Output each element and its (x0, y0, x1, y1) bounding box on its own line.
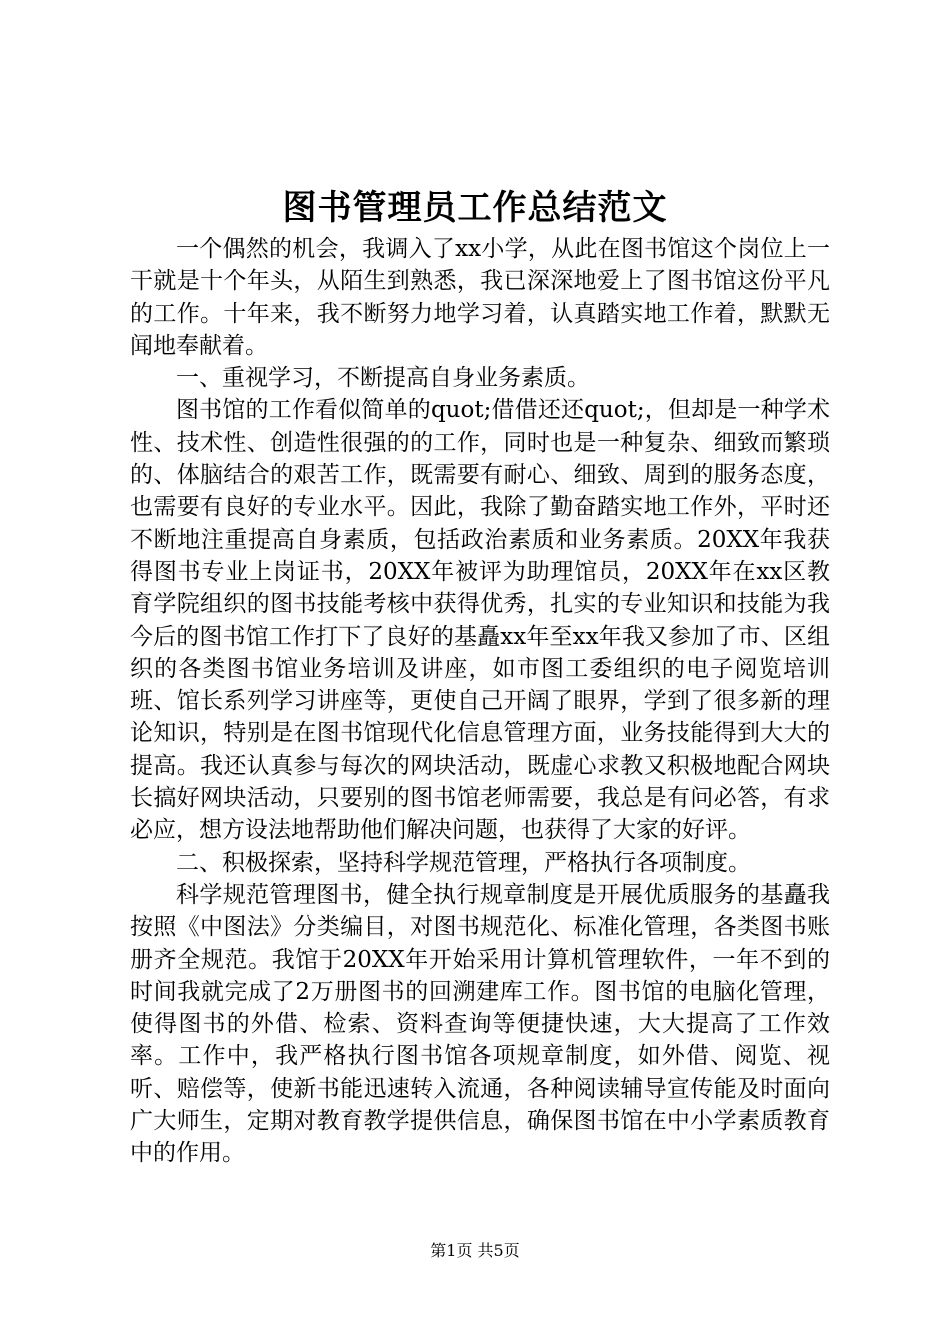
section-heading-1: 一、重视学习，不断提高自身业务素质。 (176, 365, 590, 392)
paragraph-intro: 一个偶然的机会，我调入了xx小学，从此在图书馆这个岗位上一干就是十个年头，从陌生到熟悉，我已深深地爱上了图书馆这份平凡的工作。十年来，我不断努力地学习着，认真踏实地工作着，默默无闻地奉献着。 (130, 236, 830, 359)
page-number-footer: 第1页 共5页 (430, 1241, 520, 1260)
document-body (130, 233, 830, 1170)
document-title: 图书管理员工作总结范文 (282, 188, 668, 228)
paragraph-study: 图书馆的工作看似简单的quot;借借还还quot;，但却是一种学术性、技术性、创造性很强的的工作，同时也是一种复杂、细致而繁琐的、体脑结合的艰苦工作，既需要有耐心、细致、周到的服务态度，也需要有良好的专业水平。因此，我除了勤奋踏实地工作外，平时还不断地注重提高自身素质，包括政治素质和业务素质。20XX年我获得图书专业上岗证书，20XX年被评为助理馆员，20XX年在xx区教育学院组织的图书技能考核中获得优秀，扎实的专业知识和技能为我今后的图书馆工作打下了良好的基矗xx年至xx年我又参加了市、区组织的各类图书馆业务培训及讲座，如市图工委组织的电子阅览培训班、馆长系列学习讲座等，更使自己开阔了眼界，学到了很多新的理论知识，特别是在图书馆现代化信息管理方面，业务技能得到大大的提高。我还认真参与每次的网块活动，既虚心求教又积极地配合网块长搞好网块活动，只要别的图书馆老师需要，我总是有问必答，有求必应，想方设法地帮助他们解决问题，也获得了大家的好评。 (130, 397, 830, 844)
paragraph-management: 科学规范管理图书，健全执行规章制度是开展优质服务的基矗我按照《中图法》分类编目，对图书规范化、标准化管理，各类图书账册齐全规范。我馆于20XX年开始采用计算机管理软件，一年不到的时间我就完成了2万册图书的回溯建库工作。图书馆的电脑化管理，使得图书的外借、检索、资料查询等便捷快速，大大提高了工作效率。工作中，我严格执行图书馆各项规章制度，如外借、阅览、视听、赔偿等，使新书能迅速转入流通，各种阅读辅导宣传能及时面向广大师生，定期对教育教学提供信息，确保图书馆在中小学素质教育中的作用。 (130, 881, 830, 1167)
section-heading-2: 二、积极探索，坚持科学规范管理，严格执行各项制度。 (176, 849, 751, 876)
